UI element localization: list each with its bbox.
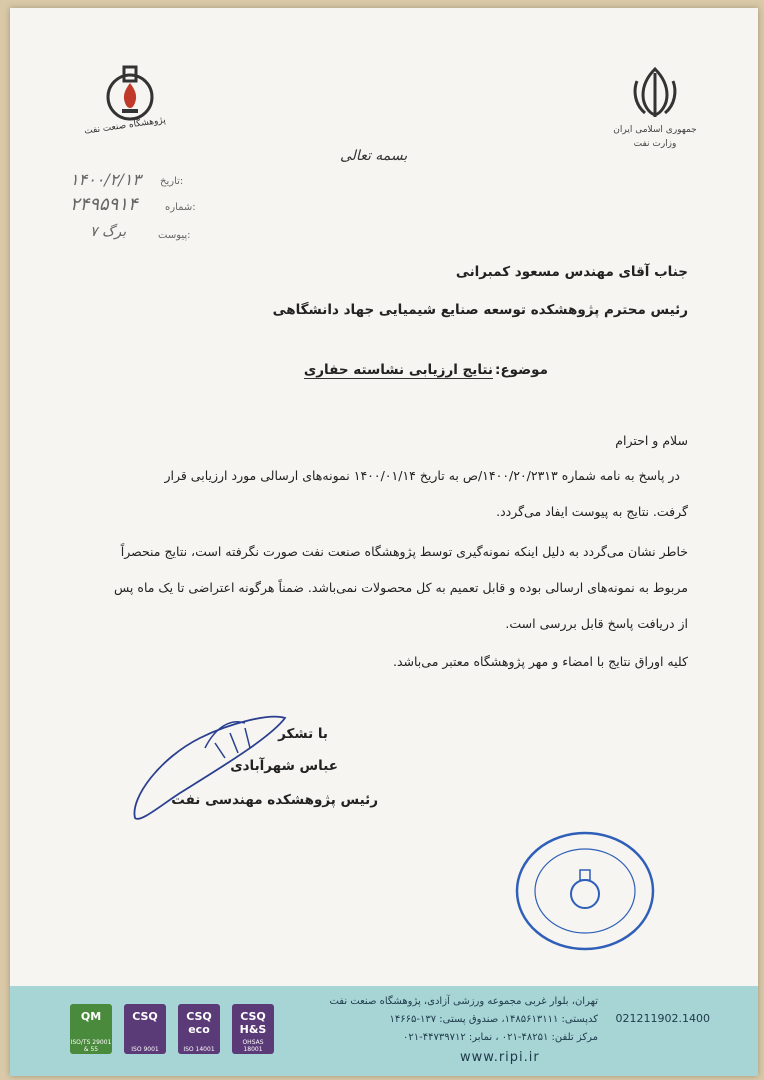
stamp-seal-icon xyxy=(510,826,660,956)
cert-iso14001-icon xyxy=(178,1004,220,1054)
attachment-field xyxy=(70,224,200,244)
ministry-line2: وزارت نفت xyxy=(633,139,677,149)
signatory-name: عباس شهرآبادی xyxy=(230,758,338,774)
attachment-value: ۷ برگ xyxy=(90,224,127,240)
closing: با تشکر xyxy=(278,726,328,742)
footer-phone: مرکز تلفن: ۴۸۲۵۱-۰۲۱ ، نمابر: ۴۴۷۳۹۷۱۲-۰۲۱ xyxy=(403,1032,598,1043)
iran-emblem-icon xyxy=(625,63,685,123)
para2-line2: مربوط به نمونه‌های ارسالی بوده و قابل تعمیم به کل محصولات نمی‌باشد. ضمناً هرگونه اعتراضی تا یک ماه پس xyxy=(114,580,688,595)
signatory-title: رئیس پژوهشکده مهندسی نفت xyxy=(171,792,378,808)
cert-iso9001-icon xyxy=(124,1004,166,1054)
institute-logo-text: پژوهشگاه صنعت نفت xyxy=(83,115,167,137)
official-stamp xyxy=(510,826,660,956)
cert-ohsas-icon xyxy=(232,1004,274,1054)
cert-qm-sub: ISO/TS 29001 & 55 xyxy=(70,1039,112,1053)
subject-value: نتایج ارزیابی نشاسته حفاری xyxy=(303,362,493,378)
subject-label: موضوع: xyxy=(495,362,548,378)
cert-iso14001-sub: ISO 14001 xyxy=(183,1046,215,1053)
para1-line1: در پاسخ به نامه شماره ۱۴۰۰/۲۰/۲۳۱۳/ص به تاریخ ۱۴۰۰/۰۱/۱۴ نمونه‌های ارسالی مورد ارزیابی قرار xyxy=(164,468,680,483)
recipient-line2: رئیس محترم پژوهشکده توسعه صنایع شیمیایی جهاد دانشگاهی xyxy=(272,302,688,318)
institute-logo xyxy=(80,63,170,143)
para3: کلیه اوراق نتایج با امضاء و مهر پژوهشگاه معتبر می‌باشد. xyxy=(392,654,688,669)
para1-line2: گرفت. نتایج به پیوست ایفاد می‌گردد. xyxy=(496,504,688,519)
footer-postal: کدپستی: ۱۴۸۵۶۱۳۱۱۱، صندوق پستی: ۱۳۷-۱۴۶۶۵ xyxy=(389,1014,598,1025)
ripi-flask-icon xyxy=(100,63,160,123)
cert-qm-icon xyxy=(70,1004,112,1054)
footer-website[interactable]: www.ripi.ir xyxy=(460,1050,540,1065)
letterhead-footer xyxy=(10,986,758,1076)
number-label: شماره: xyxy=(165,202,196,213)
basmala: بسمه تعالی xyxy=(340,148,408,164)
ministry-emblem xyxy=(595,63,715,163)
date-field xyxy=(70,170,200,190)
cert-ohsas-title: CSQ H&S xyxy=(239,1010,267,1036)
cert-iso9001-sub: ISO 9001 xyxy=(131,1046,159,1053)
attachment-label: پیوست: xyxy=(158,230,191,241)
greeting: سلام و احترام xyxy=(615,433,688,448)
ministry-line1: جمهوری اسلامی ایران xyxy=(613,125,697,135)
cert-iso14001-title: CSQ eco xyxy=(186,1010,212,1036)
footer-address: تهران، بلوار غربی مجموعه ورزشی آزادی، پژوهشگاه صنعت نفت xyxy=(329,996,598,1007)
recipient-line1: جناب آقای مهندس مسعود کمبرانی xyxy=(455,264,688,280)
cert-ohsas-sub: OHSAS 18001 xyxy=(242,1039,264,1053)
para2-line3: از دریافت پاسخ قابل بررسی است. xyxy=(505,616,688,631)
number-value: ۲۴۹۵۹۱۴ xyxy=(70,194,138,215)
date-value: ۱۴۰۰/۲/۱۳ xyxy=(70,170,141,189)
cert-qm-title: QM xyxy=(80,1010,102,1023)
para2-line1: خاطر نشان می‌گردد به دلیل اینکه نمونه‌گیری توسط پژوهشگاه صنعت نفت صورت نگرفته است، نتایج منحصراً xyxy=(120,544,688,559)
signature-scribble-icon xyxy=(120,698,300,838)
number-field xyxy=(70,194,200,214)
cert-iso9001-title: CSQ xyxy=(132,1010,158,1023)
letter-page xyxy=(10,8,758,1076)
footer-id-code: 021211902.1400 xyxy=(615,1012,710,1025)
date-label: تاریخ: xyxy=(160,176,184,187)
